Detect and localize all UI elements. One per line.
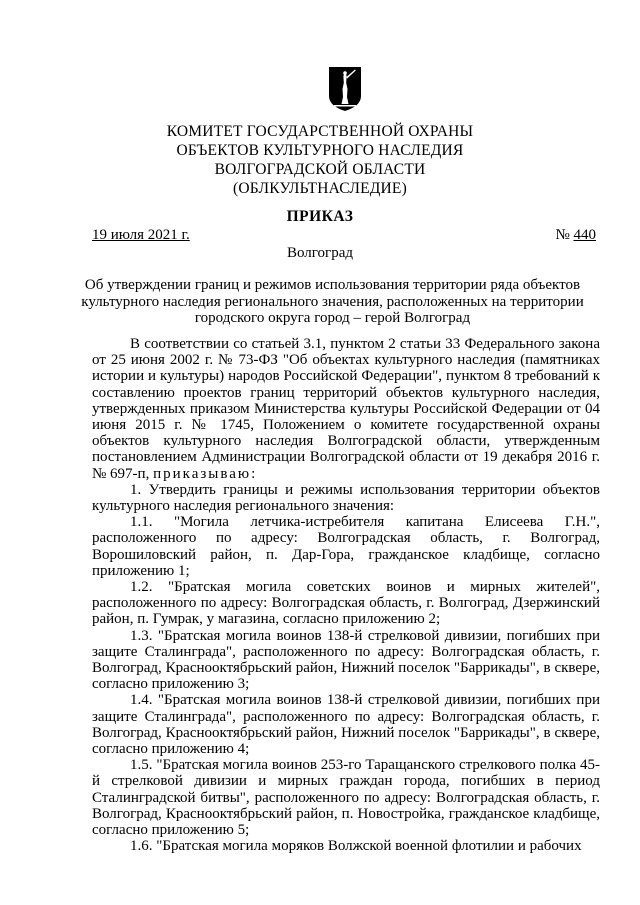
order-subject — [60, 277, 605, 327]
paragraph-1-1: 1.1. "Могила летчика-истребителя капитана Елисеева Г.Н.", расположенного по адресу: Волгоградская область, г. Волгоград, Ворошиловский район, п. Дар-Гора, гражданское кладбище, согласно приложению 1; — [92, 514, 600, 579]
order-body — [92, 336, 600, 855]
subject-line: городского округа город – герой Волгоград — [194, 310, 471, 326]
order-date: 19 июля 2021 г. — [92, 227, 190, 243]
order-verb: приказываю: — [153, 465, 258, 482]
committee-line: ОБЪЕКТОВ КУЛЬТУРНОГО НАСЛЕДИЯ — [176, 142, 464, 159]
paragraph-1-3: 1.3. "Братская могила воинов 138-й стрелковой дивизии, погибших при защите Сталинграда", расположенного по адресу: Волгоградская область, г. Волгоград, Краснооктябрьский район, Нижний поселок "Баррикады", в сквере, согласно приложению 3; — [92, 627, 600, 693]
order-number-prefix: № — [555, 227, 574, 243]
order-number — [555, 227, 596, 244]
intro-paragraph — [92, 336, 600, 482]
subject-line: культурного наследия регионального значения, расположенных на территории — [81, 293, 584, 310]
committee-line: ВОЛГОГРАДСКОЙ ОБЛАСТИ — [214, 161, 426, 178]
paragraph-1: 1. Утвердить границы и режимы использования территории объектов культурного наследия регионального значения: — [92, 481, 600, 515]
volgograd-coat-of-arms-icon — [328, 66, 362, 112]
paragraph-1-2: 1.2. "Братская могила советских воинов и мирных жителей", расположенного по адресу: Волгоградская область, г. Волгоград, Дзержинский район, п. Гумрак, у магазина, согласно приложению 2; — [92, 579, 600, 628]
committee-name — [0, 122, 640, 198]
paragraph-1-5: 1.5. "Братская могила воинов 253-го Таращанского стрелкового полка 45-й стрелковой дивизии и мирных граждан города, погибших в период Сталинградской битвы", расположенного по адресу: Волгоградская область, г. Волгоград, Краснооктябрьский район, п. Новостройка, гражданское кладбище, согласно приложению 5; — [92, 757, 600, 839]
subject-line: Об утверждении границ и режимов использования территории ряда объектов — [84, 277, 581, 293]
paragraph-1-4: 1.4. "Братская могила воинов 138-й стрелковой дивизии, погибших при защите Сталинграда", расположенного по адресу: Волгоградская область, г. Волгоград, Краснооктябрьский район, Нижний поселок "Баррикады", в сквере, согласно приложению 4; — [92, 692, 600, 758]
order-number-value: 440 — [573, 227, 596, 243]
order-city: Волгоград — [286, 245, 353, 261]
paragraph-1-6: 1.6. "Братская могила моряков Волжской военной флотилии и рабочих — [130, 838, 582, 855]
order-title: ПРИКАЗ — [286, 208, 354, 225]
intro-text: В соответствии со статьей 3.1, пунктом 2 статьи 33 Федерального закона от 25 июня 2002 г. № 73-ФЗ "Об объектах культурного наследия (памятниках истории и культуры) народов Российской Федерации", пунктом 8 требований к составлению проектов границ территорий объектов культурного наследия, утвержденных приказом Министерства культуры Российской Федерации от 04 июня 2015 г. № 1745, Положением о комитете государственной охраны объектов культурного наследия Волгоградской области, утвержденным постановлением Администрации Волгоградской области от 19 декабря 2016 г. № 697-п, — [92, 336, 600, 482]
committee-line: КОМИТЕТ ГОСУДАРСТВЕННОЙ ОХРАНЫ — [166, 123, 474, 140]
committee-line: (ОБЛКУЛЬТНАСЛЕДИЕ) — [233, 180, 407, 197]
